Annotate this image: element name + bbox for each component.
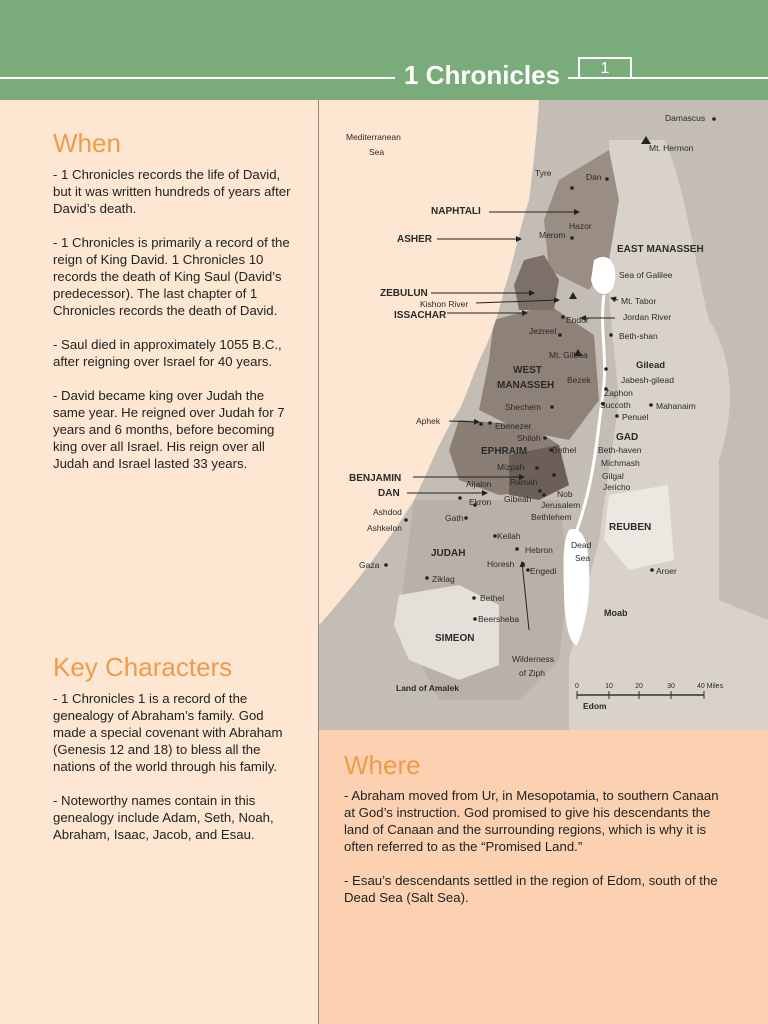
page-title: 1 Chronicles (404, 60, 561, 90)
label-mahanaim: Mahanaim (656, 401, 696, 411)
label-endor: Endor (566, 315, 589, 325)
label-tyre: Tyre (535, 168, 552, 178)
label-nob: Nob (557, 489, 573, 499)
label-shiloh: Shiloh (517, 433, 541, 443)
label-beersheba: Beersheba (478, 614, 520, 624)
label-mizpah: Mizpah (497, 462, 525, 472)
label-ephraim: EPHRAIM (481, 446, 528, 457)
label-keilah: Keilah (497, 531, 521, 541)
label-bethlehem: Bethlehem (531, 512, 572, 522)
label-horesh: Horesh (487, 559, 515, 569)
scale-label-40: 40 Miles (697, 683, 724, 690)
label-sea: Sea (369, 147, 385, 157)
where-paragraph-1: - Abraham moved from Ur, in Mesopotamia, to southern Canaan at God’s instruction. God promised to give his descendants the land of Canaan and the surrounding regions, which is why it is often referred to as the “Promised Land.” (344, 788, 719, 854)
label-sea-of-galilee: Sea of Galilee (619, 270, 673, 280)
label-manasseh: MANASSEH (497, 380, 555, 391)
label-engedi: Engedi (530, 566, 557, 576)
label-asher: ASHER (397, 234, 433, 245)
label-jabesh-gilead: Jabesh-gilead (621, 375, 674, 385)
label-dan-city: Dan (586, 172, 602, 182)
header-rule-left (0, 77, 395, 79)
label-judah: JUDAH (431, 548, 466, 559)
page-number-box: 1 (578, 57, 632, 79)
label-reuben: REUBEN (609, 522, 652, 533)
label-gath: Gath (445, 513, 464, 523)
label-benjamin: BENJAMIN (349, 473, 402, 484)
label-beth-haven: Beth-haven (598, 445, 642, 455)
label-west: WEST (513, 365, 542, 376)
label-hazor: Hazor (569, 221, 592, 231)
label-of-ziph: of Ziph (519, 668, 545, 678)
label-mt-gilboa: Mt. Gilboa (549, 350, 588, 360)
label-beth-shan: Beth-shan (619, 331, 658, 341)
when-paragraph-3: - Saul died in approximately 1055 B.C., after reigning over Israel for 40 years. (53, 337, 282, 369)
label-ekron: Ekron (469, 497, 492, 507)
key-characters-heading: Key Characters (53, 652, 233, 682)
label-dan-tribe: DAN (378, 488, 400, 499)
label-bethel-north: Bethel (552, 445, 577, 455)
label-shechem: Shechem (505, 402, 541, 412)
label-simeon: SIMEON (435, 633, 475, 644)
label-gaza: Gaza (359, 560, 380, 570)
label-mediterranean: Mediterranean (346, 132, 401, 142)
label-jezreel: Jezreel (529, 326, 557, 336)
label-jericho: Jericho (603, 482, 631, 492)
when-paragraph-2: - 1 Chronicles is primarily a record of the reign of King David. 1 Chronicles 10 records the death of King Saul (David’s predecessor). The last chapter of 1 Chronicles records the death of David. (53, 235, 290, 318)
label-aroer: Aroer (656, 566, 677, 576)
when-heading: When (53, 128, 121, 158)
where-paragraph-2: - Esau’s descendants settled in the region of Edom, south of the Dead Sea (Salt Sea). (344, 873, 718, 905)
label-east-manasseh: EAST MANASSEH (617, 244, 704, 255)
label-damascus: Damascus (665, 113, 706, 123)
label-land-of-amalek: Land of Amalek (396, 683, 459, 693)
label-zaphon: Zaphon (604, 388, 633, 398)
label-mt-tabor: Mt. Tabor (621, 296, 657, 306)
label-ziklag: Ziklag (432, 574, 455, 584)
label-penuel: Penuel (622, 412, 649, 422)
when-paragraph-1: - 1 Chronicles records the life of David, but it was written hundreds of years after David’s death. (53, 167, 291, 216)
sea-of-galilee (591, 257, 615, 294)
label-mt-hermon: Mt. Hermon (649, 143, 694, 153)
label-ebenezer: Ebenezer (495, 421, 532, 431)
label-ramah: Ramah (510, 477, 538, 487)
label-hebron: Hebron (525, 545, 553, 555)
header-bar (0, 0, 768, 100)
label-gilgal: Gilgal (602, 471, 624, 481)
label-bezek: Bezek (567, 375, 591, 385)
label-gad: GAD (616, 432, 639, 443)
label-edom: Edom (583, 701, 607, 711)
where-body (344, 787, 729, 923)
label-bethel-south: Bethel (480, 593, 505, 603)
label-wilderness: Wilderness (512, 654, 555, 664)
label-succoth: Succoth (600, 400, 631, 410)
scale-label-30: 30 (667, 683, 675, 690)
label-dead: Dead (571, 540, 592, 550)
key-characters-paragraph-2: - Noteworthy names contain in this genealogy include Adam, Seth, Noah, Abraham, Isaac, Jacob, and Esau. (53, 793, 274, 842)
key-characters-paragraph-1: - 1 Chronicles 1 is a record of the genealogy of Abraham’s family. God made a special covenant with Abraham (Genesis 12 and 18) to bless all the nations of the world through his family. (53, 691, 283, 774)
where-heading: Where (344, 750, 421, 780)
scale-label-20: 20 (635, 683, 643, 690)
label-aphek: Aphek (416, 416, 441, 426)
when-body (53, 166, 298, 489)
scale-label-10: 10 (605, 683, 613, 690)
label-dead-sea: Sea (575, 553, 591, 563)
label-ashdod: Ashdod (373, 507, 402, 517)
when-paragraph-4: - David became king over Judah the same year. He reigned over Judah for 7 years and 6 months, before becoming king over all Israel. His reign over all Judah and Israel lasted 33 years. (53, 388, 285, 471)
label-gilead: Gilead (636, 360, 666, 371)
label-merom: Merom (539, 230, 566, 240)
label-gibeah: Gibeah (504, 494, 532, 504)
label-ashkelon: Ashkelon (367, 523, 402, 533)
label-moab: Moab (604, 608, 628, 618)
label-jordan-river: Jordan River (623, 312, 672, 322)
map-of-israel-tribes (319, 100, 768, 730)
label-michmash: Michmash (601, 458, 640, 468)
label-jerusalem: Jerusalem (541, 500, 581, 510)
label-naphtali: NAPHTALI (431, 206, 481, 217)
label-aijalon: Aijalon (466, 479, 492, 489)
label-zebulun: ZEBULUN (380, 288, 428, 299)
key-characters-body (53, 690, 298, 860)
scale-label-0: 0 (575, 683, 579, 690)
label-issachar: ISSACHAR (394, 310, 447, 321)
label-kishon-river: Kishon River (420, 299, 469, 309)
